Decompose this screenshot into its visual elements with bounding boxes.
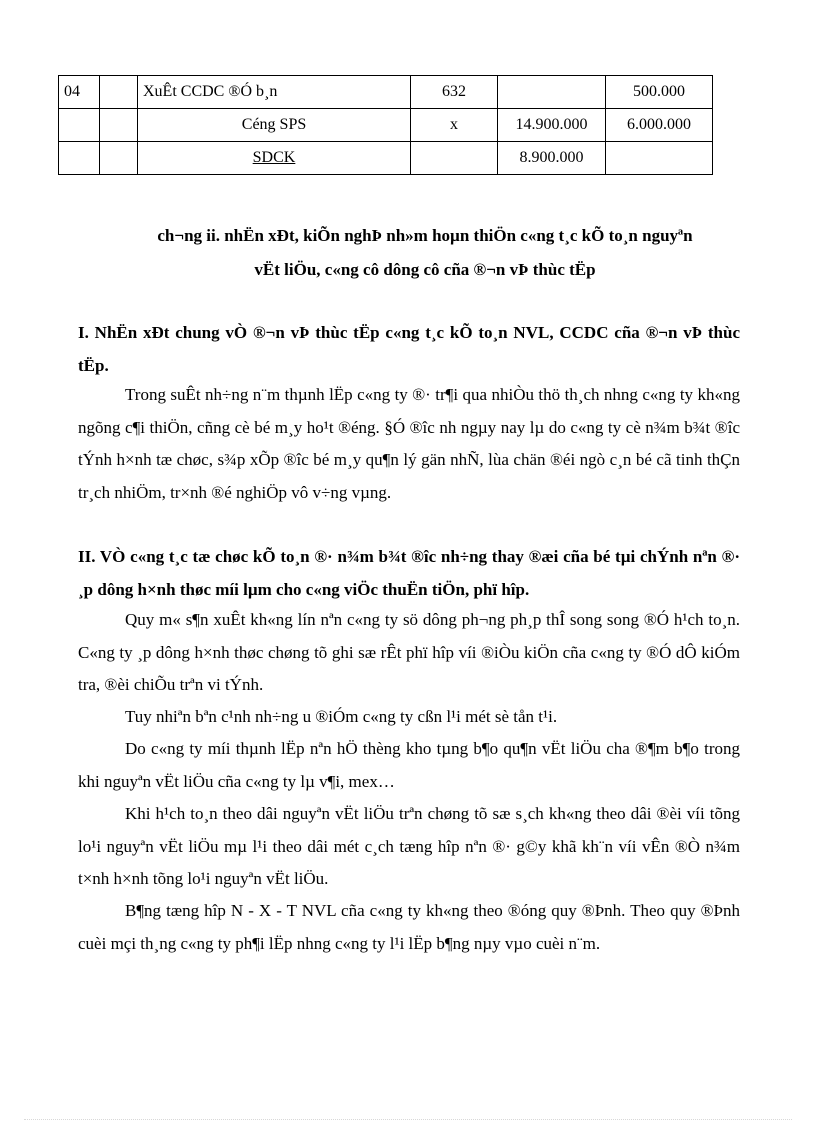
debit-cell: 14.900.000	[498, 109, 606, 142]
table-row	[59, 109, 713, 142]
credit-cell: 500.000	[606, 76, 713, 109]
description-cell	[138, 142, 411, 175]
chapter-title-line-1: ch¬ng ii. nhËn xÐt, kiÕn nghÞ nh»m hoµn thiÖn c«ng t¸c kÕ to¸n nguyªn	[157, 226, 693, 245]
section-2-heading: II. VÒ c«ng t¸c tæ chøc kÕ to¸n ®· n¾m b¾t ®îc nh÷ng thay ®æi cña bé tµi chÝnh nªn ®· ¸p dông h×nh thøc míi lµm cho c«ng viÖc thuËn tiÖn, phï hîp.	[78, 547, 740, 599]
section-2-paragraph-2: Tuy nhiªn bªn c¹nh nh÷ng u ®iÓm c«ng ty cßn l¹i mét sè tån t¹i.	[125, 707, 558, 726]
page-bottom-rule	[24, 1119, 792, 1120]
section-2-paragraph-3: Do c«ng ty míi thµnh lËp nªn hÖ thèng kho tµng b¶o qu¶n vËt liÖu cha ®¶m b¶o trong khi nguyªn vËt liÖu cña c«ng ty lµ v¶i, mex…	[78, 739, 740, 791]
chapter-title-line-2: vËt liÖu, c«ng cô dông cô cña ®¬n vÞ thùc tËp	[254, 260, 596, 279]
section-1-paragraph: Trong suÊt nh÷ng n¨m thµnh lËp c«ng ty ®· tr¶i qua nhiÒu thö th¸ch nhng c«ng ty kh«ng ngõng c¶i thiÖn, cñng cè bé m¸y ho¹t ®éng. §Ó ®îc nh ngµy nay lµ do c«ng ty cè n¾m b¾t ®îc tÝnh h×nh tæ chøc, s¾p xÕp ®îc bé m¸y qu¶n lý gän nhÑ, lùa chän ®éi ngò c¸n bé cã tinh thÇn tr¸ch nhiÖm, tr×nh ®é nghiÖp vô v÷ng vµng.	[78, 385, 740, 502]
blank-cell	[100, 109, 138, 142]
table-row	[59, 76, 713, 109]
section-2-paragraph-5: B¶ng tæng hîp N - X - T NVL cña c«ng ty kh«ng theo ®óng quy ®Þnh. Theo quy ®Þnh cuèi mçi th¸ng c«ng ty ph¶i lËp nhng c«ng ty l¹i lËp b¶ng nµy vµo cuèi n¨m.	[78, 901, 740, 953]
credit-cell	[606, 142, 713, 175]
row-number	[59, 142, 100, 175]
account-cell	[411, 142, 498, 175]
ledger-table	[58, 75, 713, 175]
account-cell: 632	[411, 76, 498, 109]
section-2-paragraph-4: Khi h¹ch to¸n theo dâi nguyªn vËt liÖu trªn chøng tõ sæ s¸ch kh«ng theo dâi ®èi víi tõng lo¹i nguyªn vËt liÖu mµ l¹i theo dâi mét c¸ch tæng hîp nªn ®· g©y khã kh¨n víi vÊn ®Ò n¾m t×nh h×nh tõng lo¹i nguyªn vËt liÖu.	[78, 804, 740, 888]
account-cell: x	[411, 109, 498, 142]
closing-balance-label: SDCK	[252, 149, 296, 166]
row-number: 04	[59, 76, 100, 109]
table-row	[59, 142, 713, 175]
debit-cell: 8.900.000	[498, 142, 606, 175]
section-2-paragraph-1: Quy m« s¶n xuÊt kh«ng lín nªn c«ng ty sö dông ph¬ng ph¸p thÎ song song ®Ó h¹ch to¸n. C«ng ty ¸p dông h×nh thøc chøng tõ ghi sæ rÊt phï hîp víi ®iÒu kiÖn cña c«ng ty ®Ó dÔ kiÓm tra, ®èi chiÕu trªn vi tÝnh.	[78, 610, 740, 694]
section-1-heading: I. NhËn xÐt chung vÒ ®¬n vÞ thùc tËp c«ng t¸c kÕ to¸n NVL, CCDC cña ®¬n vÞ thùc tËp.	[78, 323, 740, 375]
description-cell: Céng SPS	[138, 109, 411, 142]
blank-cell	[100, 76, 138, 109]
blank-cell	[100, 142, 138, 175]
debit-cell	[498, 76, 606, 109]
credit-cell: 6.000.000	[606, 109, 713, 142]
row-number	[59, 109, 100, 142]
description-cell: XuÊt CCDC ®Ó b¸n	[138, 76, 411, 109]
